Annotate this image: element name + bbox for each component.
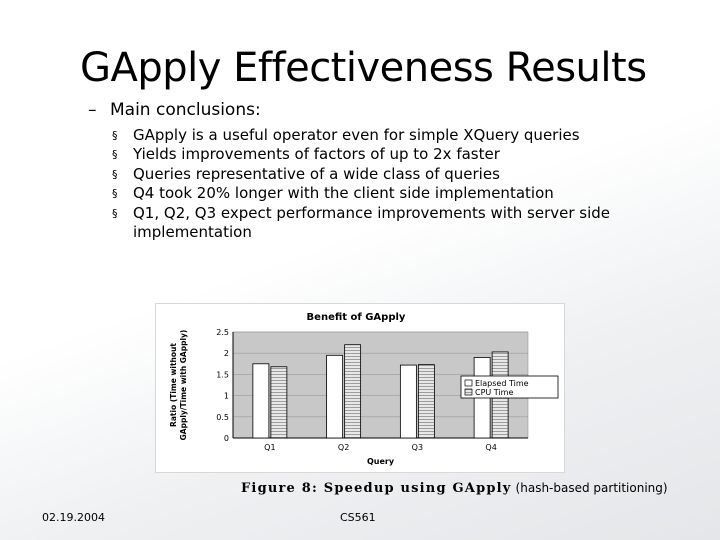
y-tick-label: 2.5 — [216, 328, 229, 337]
legend-swatch — [465, 380, 472, 386]
footer-date: 02.19.2004 — [42, 511, 105, 524]
bar-elapsed — [327, 355, 343, 438]
bullet-marker: § — [112, 167, 118, 181]
x-tick-label: Q2 — [337, 443, 350, 452]
y-axis-label-line1: Ratio (Time without — [169, 343, 178, 427]
bar-cpu — [418, 365, 434, 438]
bullet-marker: § — [112, 129, 118, 142]
bar-chart — [156, 304, 564, 472]
legend-label: CPU Time — [475, 388, 514, 397]
bullet-marker: § — [112, 206, 118, 220]
bullet-text: Q1, Q2, Q3 expect performance improvements with server side implementation — [133, 203, 611, 242]
y-tick-label: 0.5 — [216, 412, 229, 422]
footer-course: CS561 — [340, 511, 376, 524]
x-tick-label: Q3 — [411, 443, 424, 452]
bar-elapsed — [400, 365, 416, 438]
bullet-text: Yields improvements of factors of up to 2x faster — [133, 145, 500, 164]
bar-cpu — [345, 345, 361, 438]
y-tick-label: 1.5 — [216, 370, 229, 380]
caption-note: (hash-based partitioning) — [515, 481, 668, 495]
legend-label: Elapsed Time — [475, 379, 529, 388]
lead-marker: – — [88, 100, 97, 120]
bullet-text: Q4 took 20% longer with the client side implementation — [133, 184, 554, 203]
bullet-marker: § — [112, 148, 118, 162]
x-tick-label: Q1 — [264, 443, 276, 452]
bullet-item — [112, 184, 672, 203]
y-tick-label: 2 — [223, 349, 229, 359]
slide-title: GApply Effectiveness Results — [80, 45, 647, 91]
x-axis-label: Query — [366, 457, 395, 466]
bullet-list — [112, 126, 672, 242]
y-tick-label: 1 — [223, 391, 229, 401]
y-axis-label-line2: GApply/Time with GApply) — [179, 329, 188, 441]
bullet-item — [112, 165, 672, 184]
bullet-item — [112, 145, 672, 164]
lead-text: Main conclusions: — [110, 100, 261, 120]
lead-line — [88, 99, 261, 121]
bullet-item — [112, 126, 672, 145]
bar-elapsed — [253, 364, 269, 438]
legend-swatch — [465, 389, 472, 395]
chart-title: Benefit of GApply — [306, 312, 406, 323]
caption-figure-label: Figure 8: Speedup using GApply — [241, 481, 512, 496]
bullet-text: Queries representative of a wide class of queries — [133, 164, 500, 183]
bullet-marker: § — [112, 187, 118, 201]
bullet-text: GApply is a useful operator even for simple XQuery queries — [133, 126, 580, 144]
bullet-item — [112, 204, 672, 243]
chart-figure — [155, 303, 565, 473]
x-tick-label: Q4 — [485, 443, 497, 452]
bar-cpu — [271, 367, 287, 438]
y-tick-label: 0 — [223, 434, 229, 443]
figure-caption — [241, 480, 668, 497]
